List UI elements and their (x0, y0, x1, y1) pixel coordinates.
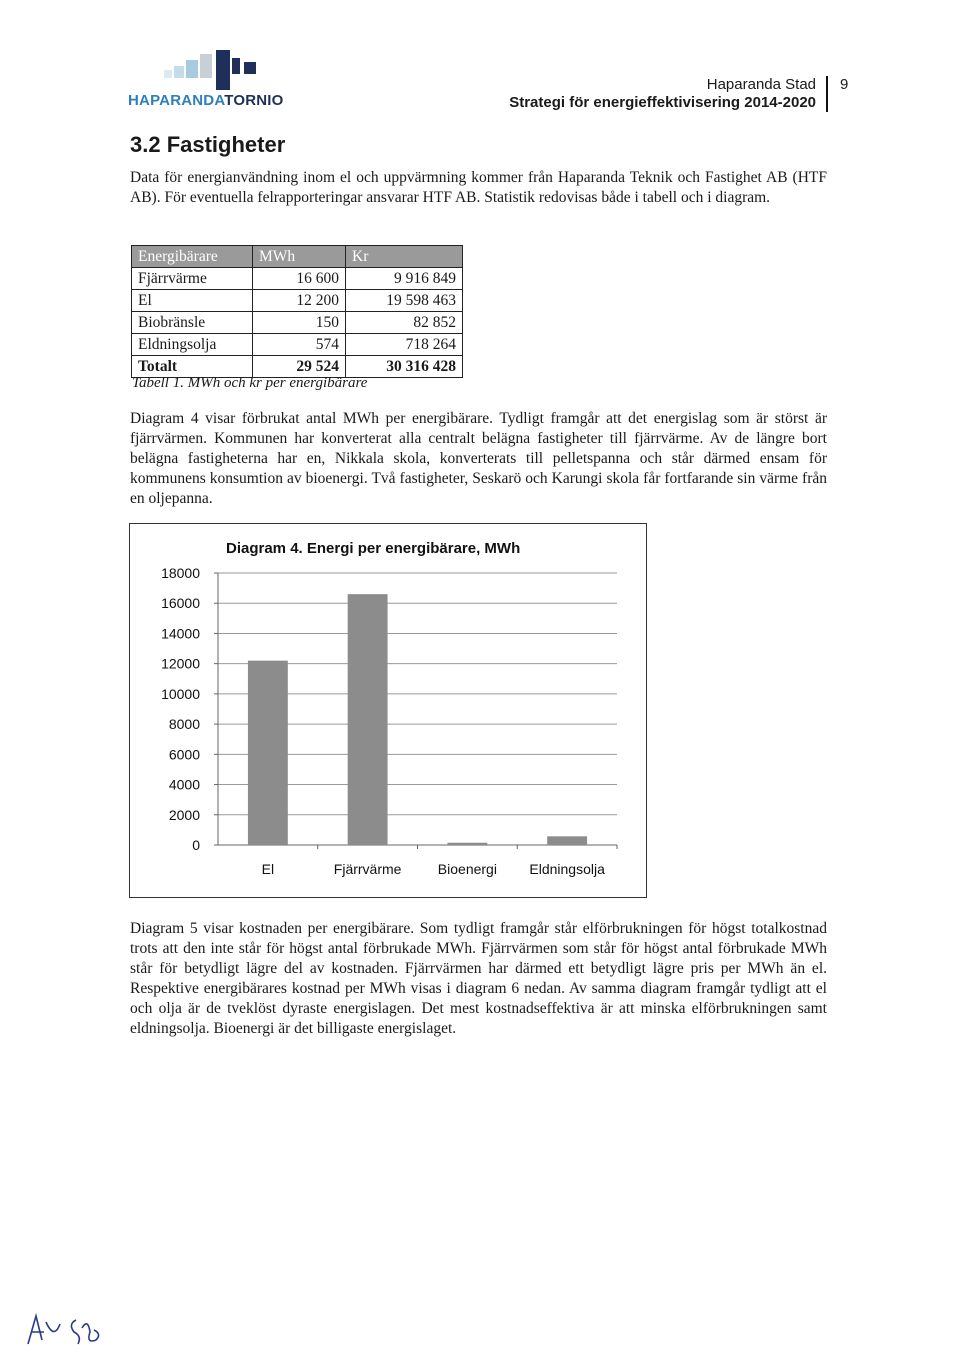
table-cell: Eldningsolja (132, 334, 253, 356)
energy-table (131, 245, 463, 378)
table-cell: 82 852 (346, 312, 463, 334)
y-tick-label: 16000 (161, 595, 200, 612)
x-tick-label: Eldningsolja (529, 861, 605, 877)
logo-mark-icon (164, 48, 294, 92)
table-row (132, 312, 463, 334)
table-cell: 16 600 (253, 268, 346, 290)
table-header-row (132, 246, 463, 268)
table-cell: 19 598 463 (346, 290, 463, 312)
table-cell: 9 916 849 (346, 268, 463, 290)
bar (447, 843, 487, 845)
table-cell: 12 200 (253, 290, 346, 312)
y-tick-label: 0 (192, 837, 200, 853)
table-header-cell: Energibärare (132, 246, 253, 268)
paragraph-intro: Data för energianvändning inom el och uppvärmning kommer från Haparanda Teknik och Fastighet AB (HTF AB). För eventuella felrapporteringar ansvarar HTF AB. Statistik redovisas både i tabell och i diagram. (130, 169, 827, 206)
table-cell: 29 524 (253, 356, 346, 378)
section-title: 3.2 Fastigheter (130, 132, 286, 157)
table-header-cell: MWh (253, 246, 346, 268)
table-cell: 30 316 428 (346, 356, 463, 378)
header-org: Haparanda Stad (706, 76, 816, 93)
table-cell: 574 (253, 334, 346, 356)
table-cell: Fjärrvärme (132, 268, 253, 290)
table-caption: Tabell 1. MWh och kr per energibärare (132, 375, 368, 391)
y-tick-label: 12000 (161, 655, 200, 672)
logo-text-part2: TORNIO (224, 92, 284, 109)
x-tick-label: El (261, 861, 275, 877)
y-tick-label: 4000 (168, 776, 200, 793)
y-tick-label: 14000 (161, 625, 200, 642)
y-tick-label: 8000 (168, 716, 200, 733)
paragraph-diagram5: Diagram 5 visar kostnaden per energibärare. Som tydligt framgår står elförbrukningen för högst totalkostnad trots att den inte står för högst antal förbrukade MWh. Fjärrvärmen som står för högst antal förbrukade MWh står för betydligt lägre del av kostnaden. Fjärrvärmen har därmed ett betydligt lägre pris per MWh än el. Respektive energibärares kostnad per MWh visas i diagram 6 nedan. Av samma diagram framgår tydligt att el och olja är de tveklöst dyraste energislagen. Det mest kostnadseffektiva är att minska elförbrukningen samt eldningsolja. Bioenergi är det billigaste energislaget. (130, 920, 827, 1037)
bar-chart (130, 524, 646, 897)
table-header-cell: Kr (346, 246, 463, 268)
bar (248, 661, 288, 845)
table-cell: 718 264 (346, 334, 463, 356)
y-tick-label: 2000 (168, 806, 200, 823)
table-row (132, 334, 463, 356)
bar (547, 836, 587, 845)
page-number: 9 (840, 76, 849, 93)
x-tick-label: Fjärrvärme (333, 861, 402, 877)
chart-title: Diagram 4. Energi per energibärare, MWh (226, 540, 521, 557)
chart-frame (129, 523, 647, 898)
handwritten-initials-icon (24, 1310, 114, 1350)
table-cell: 150 (253, 312, 346, 334)
table-cell: Totalt (132, 356, 253, 378)
paragraph-diagram4: Diagram 4 visar förbrukat antal MWh per energibärare. Tydligt framgår att det energislag som är störst är fjärrvärmen. Kommunen har konverterat alla centralt belägna fastigheter till fjärrvärme. Av de längre bort belägna fastigheterna har en, Nikkala skola, konverterats till pelletspanna och står därmed ensam för kommunens konsumtion av bioenergi. Två fastigheter, Seskarö och Karungi skola får fortfarande sin värme från en oljepanna. (130, 410, 827, 507)
x-tick-label: Bioenergi (437, 861, 497, 877)
logo-text-part1: HAPARANDA (128, 92, 225, 109)
running-header (509, 76, 828, 112)
table-cell: Biobränsle (132, 312, 253, 334)
table-cell: El (132, 290, 253, 312)
y-tick-label: 6000 (168, 746, 200, 763)
table-row (132, 268, 463, 290)
logo (128, 48, 328, 112)
table-row (132, 290, 463, 312)
y-tick-label: 10000 (161, 685, 200, 702)
header-doc-title: Strategi för energieffektivisering 2014-2020 (509, 94, 816, 111)
bar (348, 594, 388, 845)
logo-text (128, 92, 284, 109)
y-tick-label: 18000 (161, 565, 200, 581)
